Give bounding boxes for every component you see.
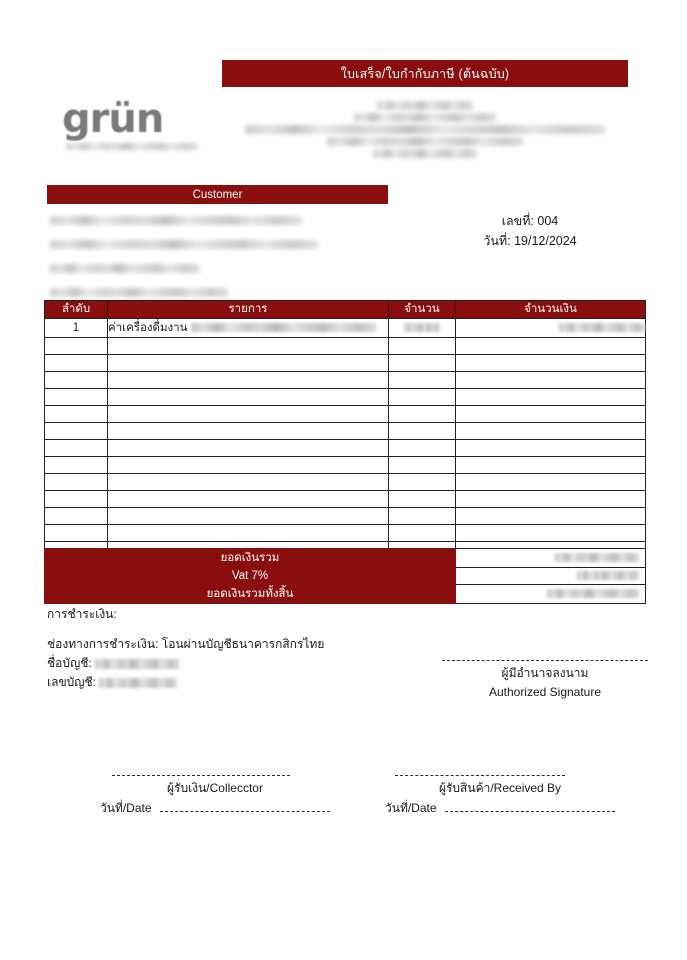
- cell-empty: [108, 525, 389, 542]
- totals-label: Vat 7%: [45, 568, 456, 585]
- cell-empty: [108, 440, 389, 457]
- cell-empty: [456, 491, 646, 508]
- totals-value: [456, 568, 646, 585]
- document-date-value: 19/12/2024: [514, 234, 577, 248]
- company-info-line: [222, 121, 628, 130]
- collector-signature-block: [100, 775, 330, 817]
- cell-empty: [456, 355, 646, 372]
- payment-method-value: โอนผ่านบัญชีธนาคารกสิกรไทย: [161, 637, 325, 651]
- collector-date-row: [100, 799, 330, 817]
- authorized-signature-thai: ผู้มีอำนาจลงนาม: [501, 666, 589, 680]
- table-row-empty[interactable]: [45, 355, 646, 372]
- cell-empty: [45, 491, 108, 508]
- table-row-empty[interactable]: [45, 457, 646, 474]
- items-table-header-row: [45, 301, 646, 319]
- document-date-row: [420, 231, 640, 251]
- payment-section: [47, 605, 324, 692]
- cell-empty: [456, 508, 646, 525]
- payment-method-row: [47, 635, 324, 654]
- logo-wordmark: grün: [62, 96, 164, 142]
- customer-info-line: [50, 212, 390, 230]
- cell-no: 1: [45, 319, 108, 338]
- cell-empty: [45, 474, 108, 491]
- company-info-block: [222, 94, 628, 157]
- cell-empty: [108, 491, 389, 508]
- payment-heading: การชำระเงิน:: [47, 607, 117, 621]
- cell-empty: [45, 457, 108, 474]
- cell-empty: [456, 423, 646, 440]
- cell-empty: [389, 508, 456, 525]
- account-number-redacted: [99, 678, 177, 688]
- table-row-empty[interactable]: [45, 508, 646, 525]
- cell-empty: [45, 389, 108, 406]
- company-info-line: [222, 145, 628, 154]
- company-info-line: [222, 97, 628, 106]
- cell-empty: [45, 355, 108, 372]
- cell-empty: [108, 423, 389, 440]
- collector-date-line: [160, 811, 330, 812]
- payment-method-label: ช่องทางการชำระเงิน:: [47, 637, 159, 651]
- cell-empty: [389, 525, 456, 542]
- table-row-empty[interactable]: [45, 372, 646, 389]
- table-row-empty[interactable]: [45, 406, 646, 423]
- cell-empty: [108, 474, 389, 491]
- cell-amount: [456, 319, 646, 338]
- cell-empty: [108, 389, 389, 406]
- collector-signature-caption: ผู้รับเงิน/Collecctor: [167, 781, 263, 795]
- column-header-amount: จำนวนเงิน: [456, 301, 646, 319]
- totals-row: [45, 585, 646, 604]
- cell-empty: [456, 406, 646, 423]
- account-number-label: เลขบัญชี:: [47, 675, 96, 689]
- account-name-row: [47, 654, 324, 673]
- totals-row: [45, 549, 646, 568]
- cell-empty: [45, 372, 108, 389]
- received-by-signature-block: [385, 775, 615, 817]
- cell-empty: [108, 372, 389, 389]
- cell-empty: [456, 474, 646, 491]
- authorized-signature-line: [442, 660, 648, 661]
- document-number-label: เลขที่:: [501, 214, 534, 228]
- table-row-empty[interactable]: [45, 491, 646, 508]
- table-row-empty[interactable]: [45, 423, 646, 440]
- cell-empty: [389, 338, 456, 355]
- authorized-signature-block: [442, 660, 648, 702]
- cell-empty: [45, 525, 108, 542]
- customer-info-line: [50, 260, 390, 278]
- customer-info-line: [50, 236, 390, 254]
- totals-label: ยอดเงินรวมทั้งสิ้น: [45, 585, 456, 604]
- received-by-date-label: วันที่/Date: [385, 801, 437, 815]
- document-number-value: 004: [537, 214, 559, 228]
- totals-row: [45, 568, 646, 585]
- cell-empty: [108, 406, 389, 423]
- cell-empty: [389, 355, 456, 372]
- account-name-label: ชื่อบัญชี:: [47, 656, 92, 670]
- company-info-line: [222, 133, 628, 142]
- cell-empty: [389, 457, 456, 474]
- column-header-description: รายการ: [108, 301, 389, 319]
- authorized-signature-english: Authorized Signature: [488, 685, 602, 699]
- table-row-empty[interactable]: [45, 389, 646, 406]
- document-meta: [420, 211, 640, 251]
- customer-heading: Customer: [192, 188, 243, 201]
- cell-empty: [108, 457, 389, 474]
- table-row-empty[interactable]: [45, 338, 646, 355]
- table-row-empty[interactable]: [45, 474, 646, 491]
- cell-empty: [108, 508, 389, 525]
- collector-signature-line: [112, 775, 290, 776]
- column-header-no: ลำดับ: [45, 301, 108, 319]
- account-name-redacted: [95, 659, 179, 669]
- received-by-date-row: [385, 799, 615, 817]
- logo-tagline-redacted: [66, 143, 198, 150]
- collector-date-label: วันที่/Date: [100, 801, 152, 815]
- cell-empty: [45, 508, 108, 525]
- customer-header-bar: [47, 185, 388, 204]
- cell-empty: [456, 338, 646, 355]
- cell-empty: [45, 338, 108, 355]
- cell-empty: [389, 440, 456, 457]
- company-info-line: [222, 109, 628, 118]
- cell-empty: [456, 389, 646, 406]
- cell-empty: [389, 389, 456, 406]
- column-header-quantity: จำนวน: [389, 301, 456, 319]
- cell-empty: [108, 338, 389, 355]
- cell-empty: [456, 372, 646, 389]
- received-by-date-line: [445, 811, 615, 812]
- document-number-row: [420, 211, 640, 231]
- cell-empty: [45, 440, 108, 457]
- company-logo: [62, 97, 212, 159]
- document-date-label: วันที่:: [483, 234, 511, 248]
- table-row-empty[interactable]: [45, 525, 646, 542]
- cell-empty: [45, 406, 108, 423]
- cell-empty: [389, 423, 456, 440]
- cell-empty: [108, 355, 389, 372]
- table-row-empty[interactable]: [45, 440, 646, 457]
- cell-empty: [389, 491, 456, 508]
- totals-table: [44, 548, 646, 604]
- cell-empty: [389, 372, 456, 389]
- totals-value: [456, 549, 646, 568]
- cell-empty: [456, 525, 646, 542]
- totals-value: [456, 585, 646, 604]
- document-title-bar: [222, 60, 628, 87]
- payment-spacer: [47, 624, 324, 635]
- account-number-row: [47, 673, 324, 692]
- cell-empty: [45, 423, 108, 440]
- cell-empty: [389, 406, 456, 423]
- cell-quantity: [389, 319, 456, 338]
- cell-empty: [456, 440, 646, 457]
- cell-description: ค่าเครื่องดื่มงาน: [108, 319, 389, 338]
- customer-info-block: [50, 212, 390, 308]
- received-by-signature-caption: ผู้รับสินค้า/Received By: [438, 781, 562, 795]
- document-title: ใบเสร็จ/ใบกำกับภาษี (ต้นฉบับ): [340, 66, 510, 81]
- cell-empty: [389, 474, 456, 491]
- table-row[interactable]: [45, 319, 646, 338]
- received-by-signature-line: [395, 775, 565, 776]
- cell-empty: [456, 457, 646, 474]
- totals-label: ยอดเงินรวม: [45, 549, 456, 568]
